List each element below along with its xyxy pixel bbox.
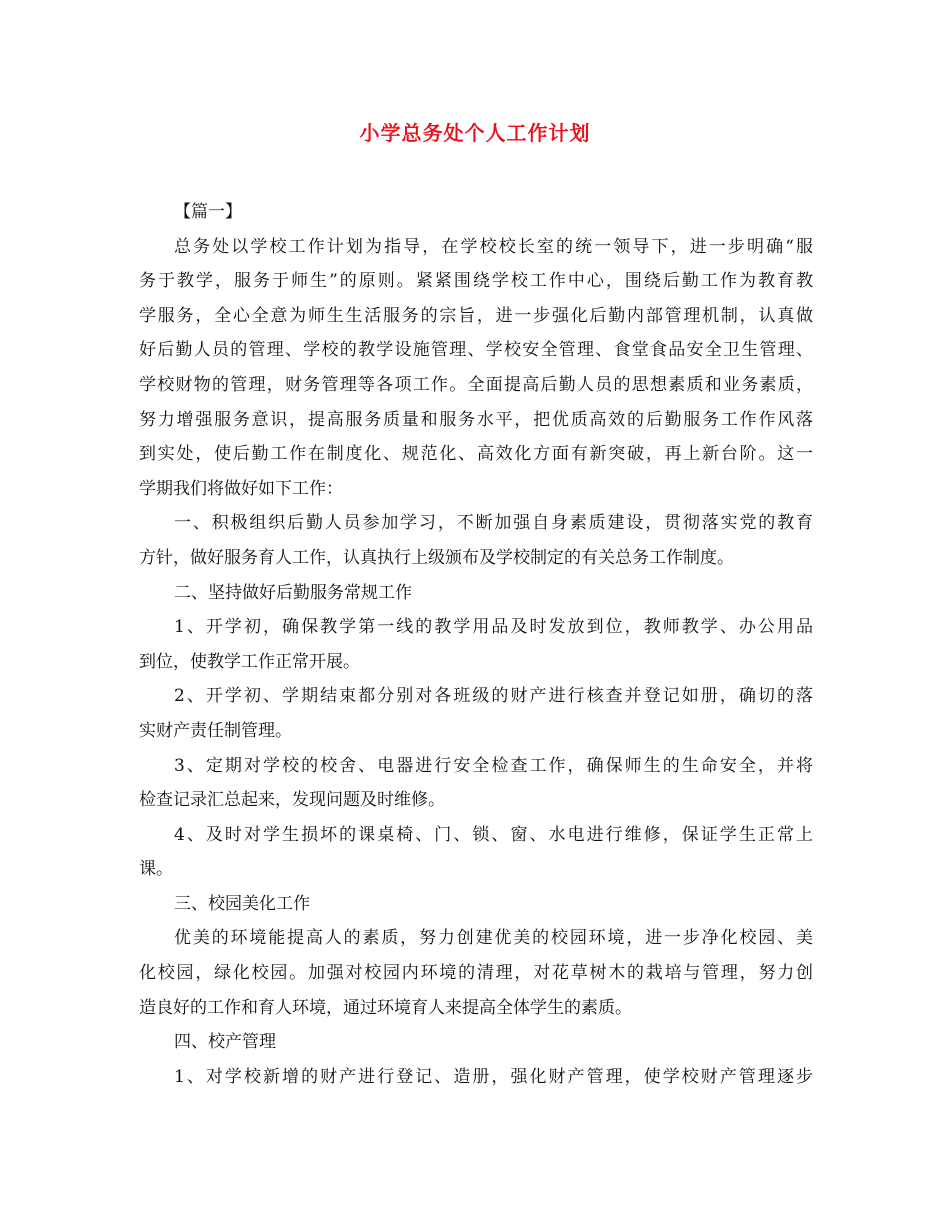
text-line: 4、及时对学生损坏的课桌椅、门、锁、窗、水电进行维修，保证学生正常上 xyxy=(174,824,813,845)
text-line: 【篇一】 xyxy=(174,202,242,222)
text-line: 三、校园美化工作 xyxy=(174,893,310,914)
document-body xyxy=(139,195,813,1094)
text-line: 2、开学初、学期结束都分别对各班级的财产进行核查并登记如册，确切的落 xyxy=(174,686,813,707)
text-line: 造良好的工作和育人环境，通过环境育人来提高全体学生的素质。 xyxy=(139,997,632,1018)
text-line: 务于教学，服务于师生”的原则。紧紧围绕学校工作中心，围绕后勤工作为教育教 xyxy=(139,271,813,292)
text-line: 化校园，绿化校园。加强对校园内环境的清理，对花草树木的栽培与管理，努力创 xyxy=(139,963,813,984)
text-line: 课。 xyxy=(139,859,173,880)
text-line: 四、校产管理 xyxy=(174,1032,276,1053)
text-line: 好后勤人员的管理、学校的教学设施管理、学校安全管理、食堂食品安全卫生管理、 xyxy=(139,340,813,361)
text-line: 1、开学初，确保教学第一线的教学用品及时发放到位，教师教学、办公用品 xyxy=(174,617,813,638)
text-line: 实财产责任制管理。 xyxy=(139,720,292,741)
text-line: 总务处以学校工作计划为指导，在学校校长室的统一领导下，进一步明确“服 xyxy=(174,236,813,257)
text-line: 到实处，使后勤工作在制度化、规范化、高效化方面有新突破，再上新台阶。这一 xyxy=(139,444,813,465)
text-line: 学校财物的管理，财务管理等各项工作。全面提高后勤人员的思想素质和业务素质， xyxy=(139,374,813,395)
text-line: 学服务，全心全意为师生生活服务的宗旨，进一步强化后勤内部管理机制，认真做 xyxy=(139,305,813,326)
text-line: 1、对学校新增的财产进行登记、造册，强化财产管理，使学校财产管理逐步 xyxy=(174,1066,813,1087)
document-title: 小学总务处个人工作计划 xyxy=(359,121,591,145)
text-line: 学期我们将做好如下工作： xyxy=(139,478,343,499)
text-line: 二、坚持做好后勤服务常规工作 xyxy=(174,582,412,603)
text-line: 到位，使教学工作正常开展。 xyxy=(139,651,360,672)
text-line: 优美的环境能提高人的素质，努力创建优美的校园环境，进一步净化校园、美 xyxy=(174,928,813,949)
text-line: 努力增强服务意识，提高服务质量和服务水平，把优质高效的后勤服务工作作风落 xyxy=(139,409,813,430)
text-line: 一、积极组织后勤人员参加学习，不断加强自身素质建设，贯彻落实党的教育 xyxy=(174,513,813,534)
text-line: 3、定期对学校的校舍、电器进行安全检查工作，确保师生的生命安全，并将 xyxy=(174,755,813,776)
text-line: 方针，做好服务育人工作，认真执行上级颁布及学校制定的有关总务工作制度。 xyxy=(139,547,734,568)
text-line: 检查记录汇总起来，发现问题及时维修。 xyxy=(139,790,445,811)
